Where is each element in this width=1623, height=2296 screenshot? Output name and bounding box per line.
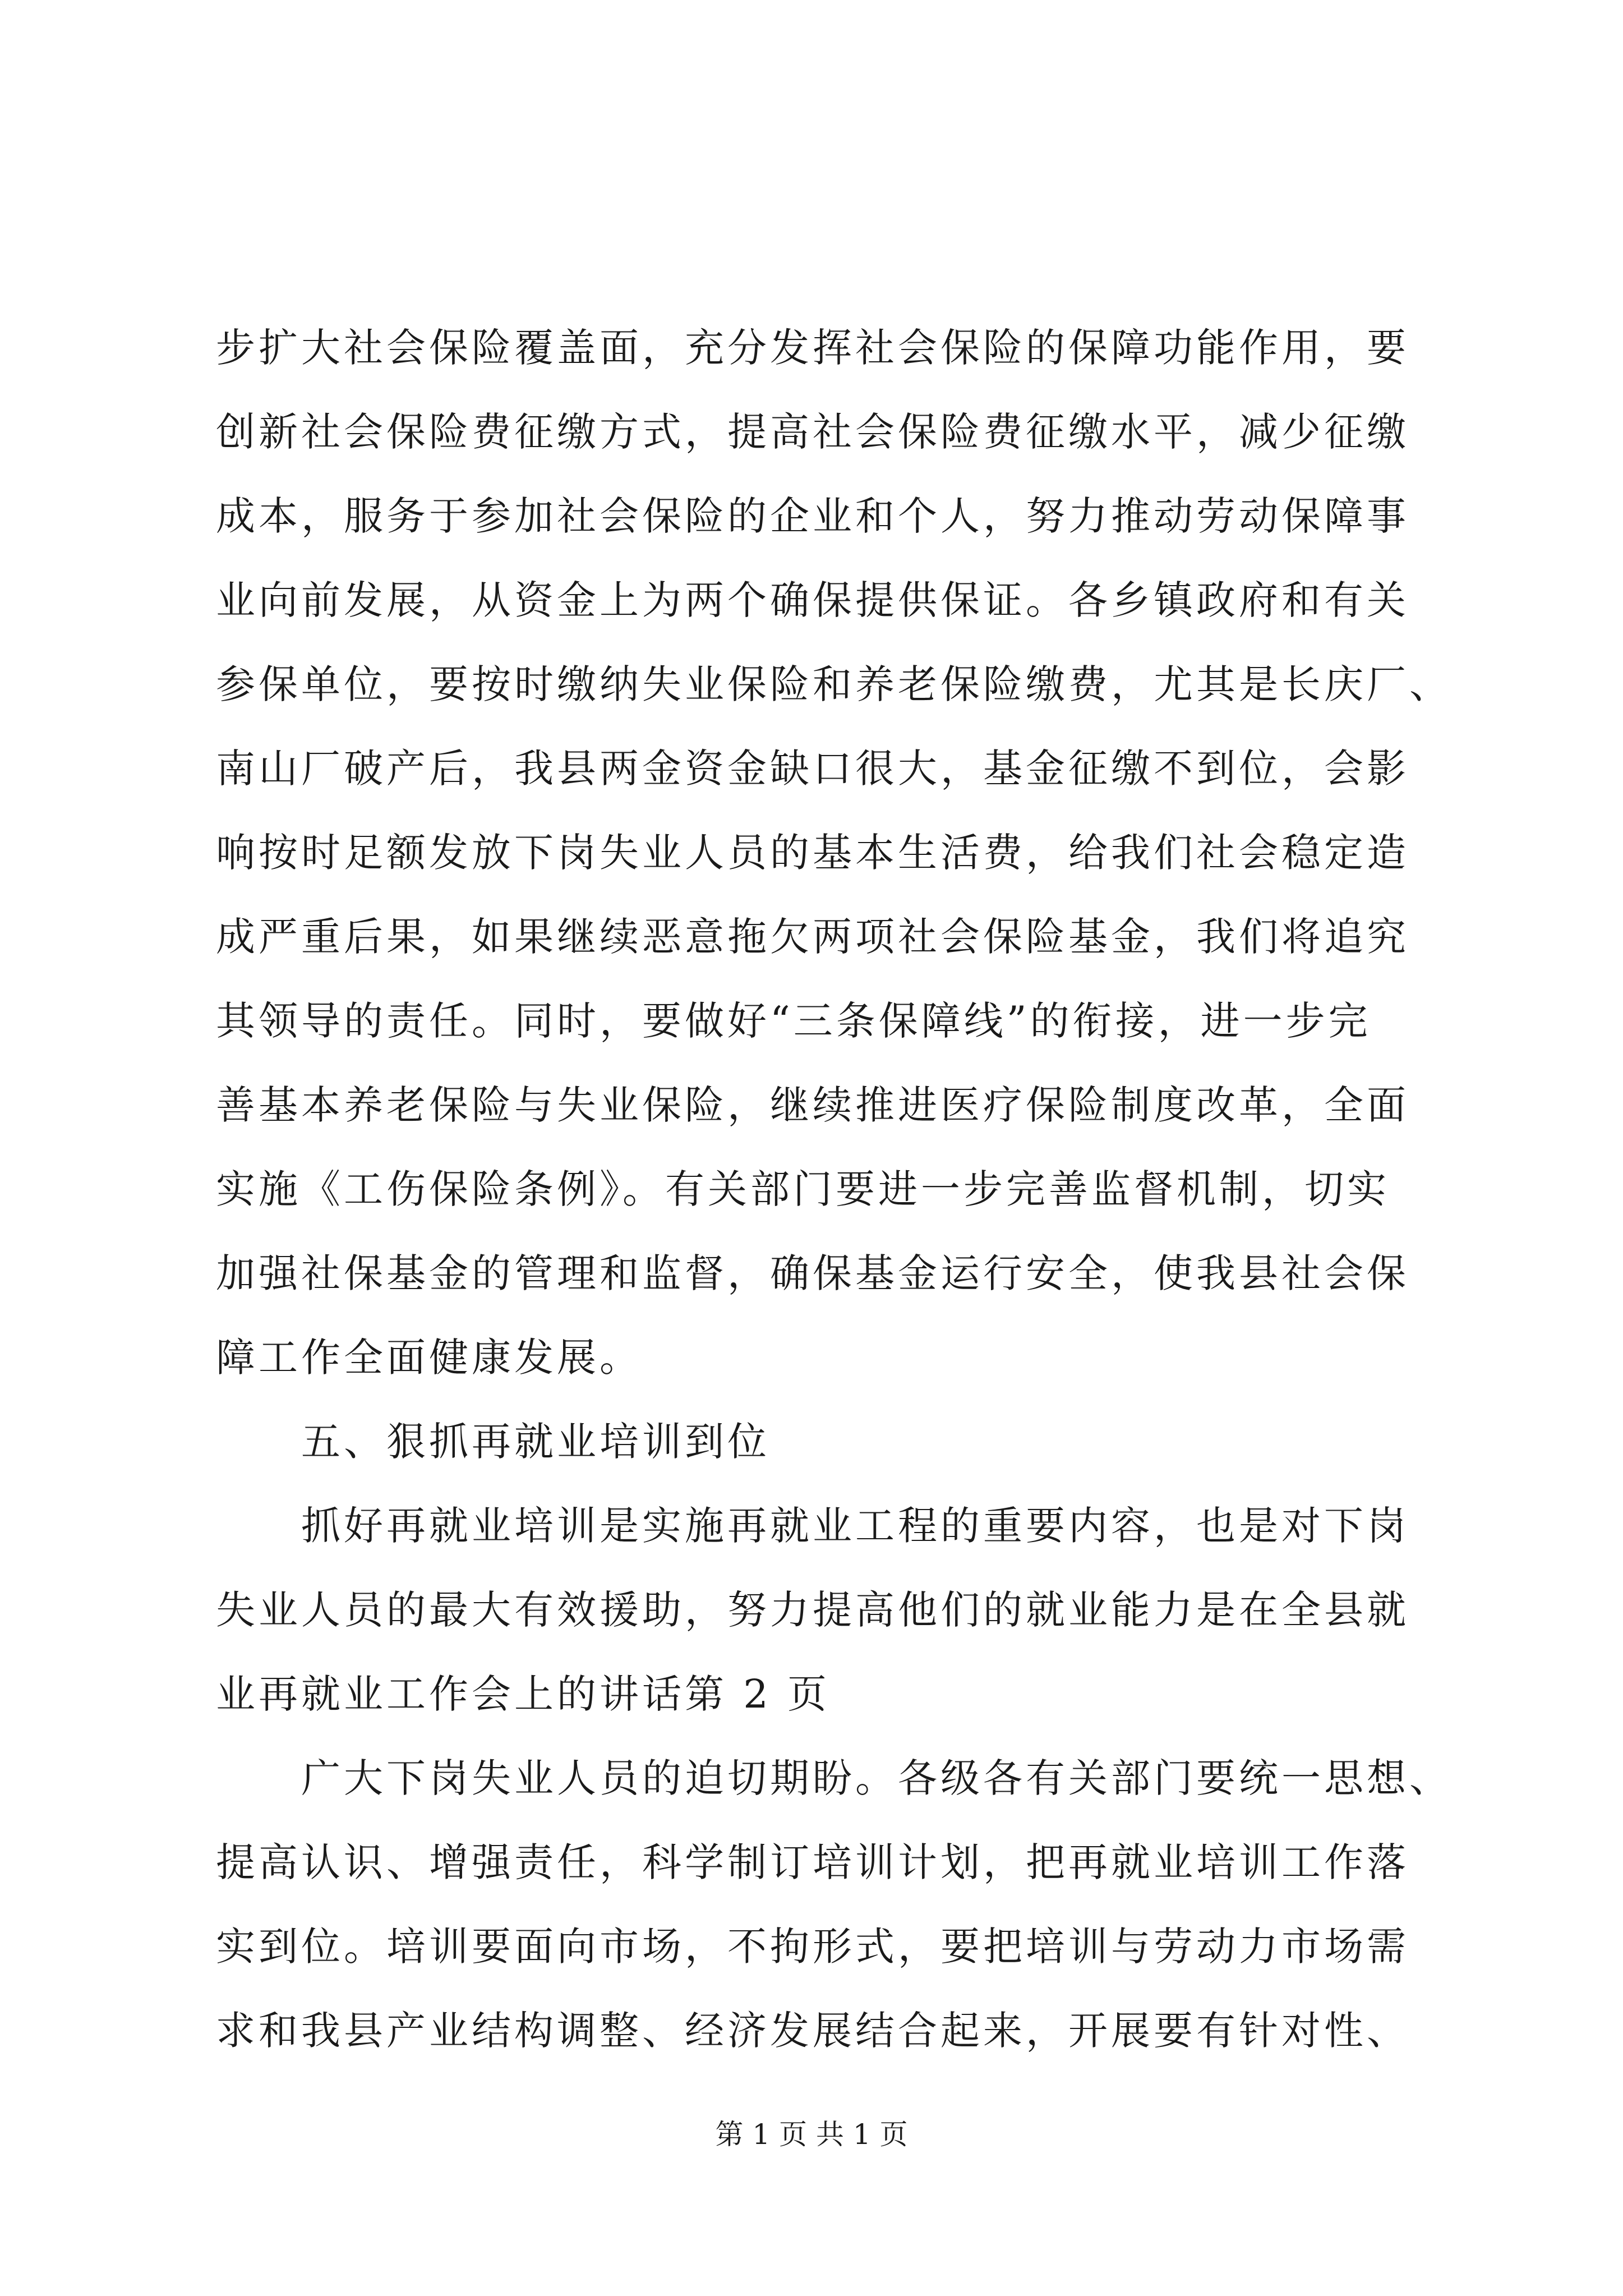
section-heading: 五、狠抓再就业培训到位 bbox=[216, 1419, 770, 1465]
text-line: 广大下岗失业人员的迫切期盼。各级各有关部门要统一思想、 bbox=[216, 1755, 1452, 1801]
text-line: 求和我县产业结构调整、经济发展结合起来，开展要有针对性、 bbox=[216, 2008, 1409, 2054]
text-line: 善基本养老保险与失业保险，继续推进医疗保险制度改革，全面 bbox=[216, 1082, 1409, 1128]
text-line: 抓好再就业培训是实施再就业工程的重要内容，也是对下岗 bbox=[216, 1503, 1409, 1549]
text-line: 成本，服务于参加社会保险的企业和个人，努力推动劳动保障事 bbox=[216, 493, 1409, 539]
text-line: 步扩大社会保险覆盖面，充分发挥社会保险的保障功能作用，要 bbox=[216, 325, 1409, 371]
text-line: 实到位。培训要面向市场，不拘形式，要把培训与劳动力市场需 bbox=[216, 1924, 1409, 1970]
text-line: 业再就业工作会上的讲话第 2 页 bbox=[216, 1671, 831, 1717]
text-line: 其领导的责任。同时，要做好“三条保障线”的衔接，进一步完 bbox=[216, 998, 1371, 1044]
page-footer: 第 1 页 共 1 页 bbox=[715, 2118, 908, 2151]
text-line: 响按时足额发放下岗失业人员的基本生活费，给我们社会稳定造 bbox=[216, 830, 1409, 876]
text-line: 参保单位，要按时缴纳失业保险和养老保险缴费，尤其是长庆厂、 bbox=[216, 661, 1452, 707]
text-line: 成严重后果，如果继续恶意拖欠两项社会保险基金，我们将追究 bbox=[216, 914, 1409, 960]
text-line: 提高认识、增强责任，科学制订培训计划，把再就业培训工作落 bbox=[216, 1839, 1409, 1885]
text-line: 南山厂破产后，我县两金资金缺口很大，基金征缴不到位，会影 bbox=[216, 746, 1409, 792]
text-line: 加强社保基金的管理和监督，确保基金运行安全，使我县社会保 bbox=[216, 1250, 1409, 1296]
text-line: 创新社会保险费征缴方式，提高社会保险费征缴水平，减少征缴 bbox=[216, 409, 1409, 455]
text-line: 失业人员的最大有效援助，努力提高他们的就业能力是在全县就 bbox=[216, 1587, 1409, 1633]
text-line: 业向前发展，从资金上为两个确保提供保证。各乡镇政府和有关 bbox=[216, 577, 1409, 623]
text-line: 障工作全面健康发展。 bbox=[216, 1335, 642, 1381]
text-line: 实施《工伤保险条例》。有关部门要进一步完善监督机制，切实 bbox=[216, 1166, 1390, 1212]
